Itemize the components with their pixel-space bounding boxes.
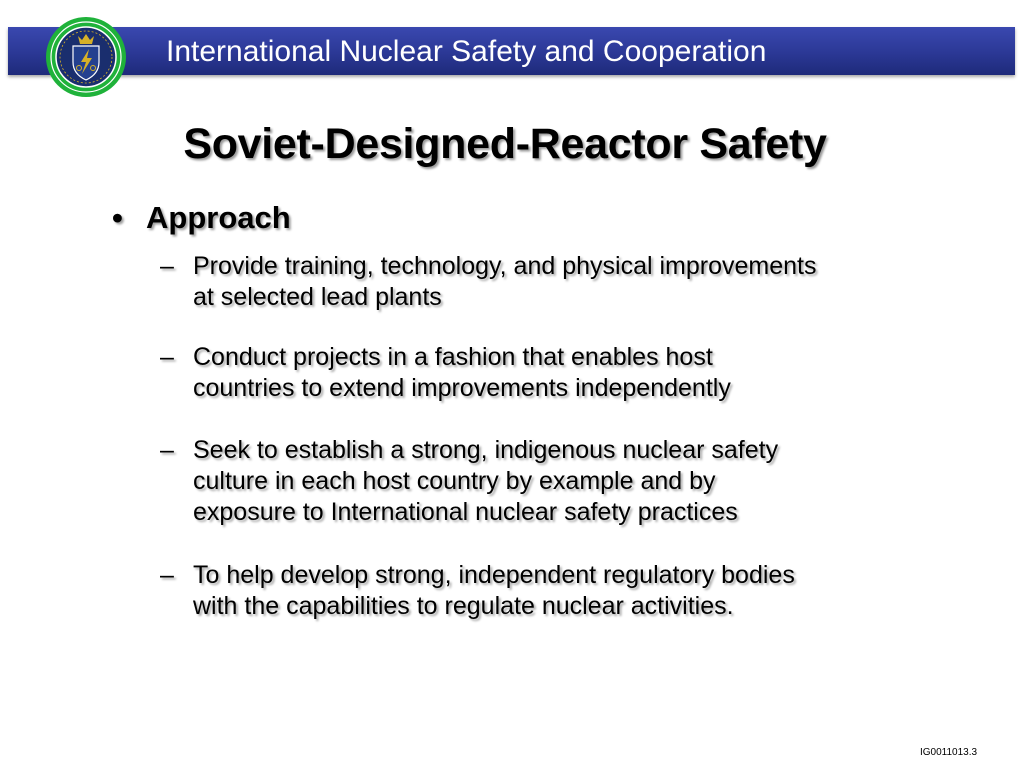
subitem-4 <box>160 560 920 622</box>
subitem-dash: – <box>160 561 174 589</box>
slide-code: IG0011013.3 <box>920 747 978 758</box>
subitem-text: To help develop strong, independent regulatory bodies with the capabilities to regulate nuclear activities. <box>193 561 795 620</box>
subitem-dash: – <box>160 436 174 464</box>
subitem-text: Provide training, technology, and physical improvements at selected lead plants <box>193 252 817 311</box>
subitem-dash: – <box>160 252 174 280</box>
bullet-approach <box>112 200 291 236</box>
subitem-3 <box>160 435 920 528</box>
subitem-text: Conduct projects in a fashion that enables host countries to extend improvements independently <box>193 343 731 402</box>
subitem-2 <box>160 342 920 404</box>
bullet-marker: • <box>112 200 123 235</box>
subitem-text: Seek to establish a strong, indigenous nuclear safety culture in each host country by example and by exposure to International nuclear safety practices <box>193 436 779 526</box>
doe-seal-icon <box>45 16 127 98</box>
bullet-label: Approach <box>146 200 291 235</box>
subitem-1 <box>160 251 920 313</box>
header-title: International Nuclear Safety and Cooperation <box>166 35 767 68</box>
subitem-dash: – <box>160 343 174 371</box>
slide-title: Soviet-Designed-Reactor Safety <box>183 120 827 168</box>
